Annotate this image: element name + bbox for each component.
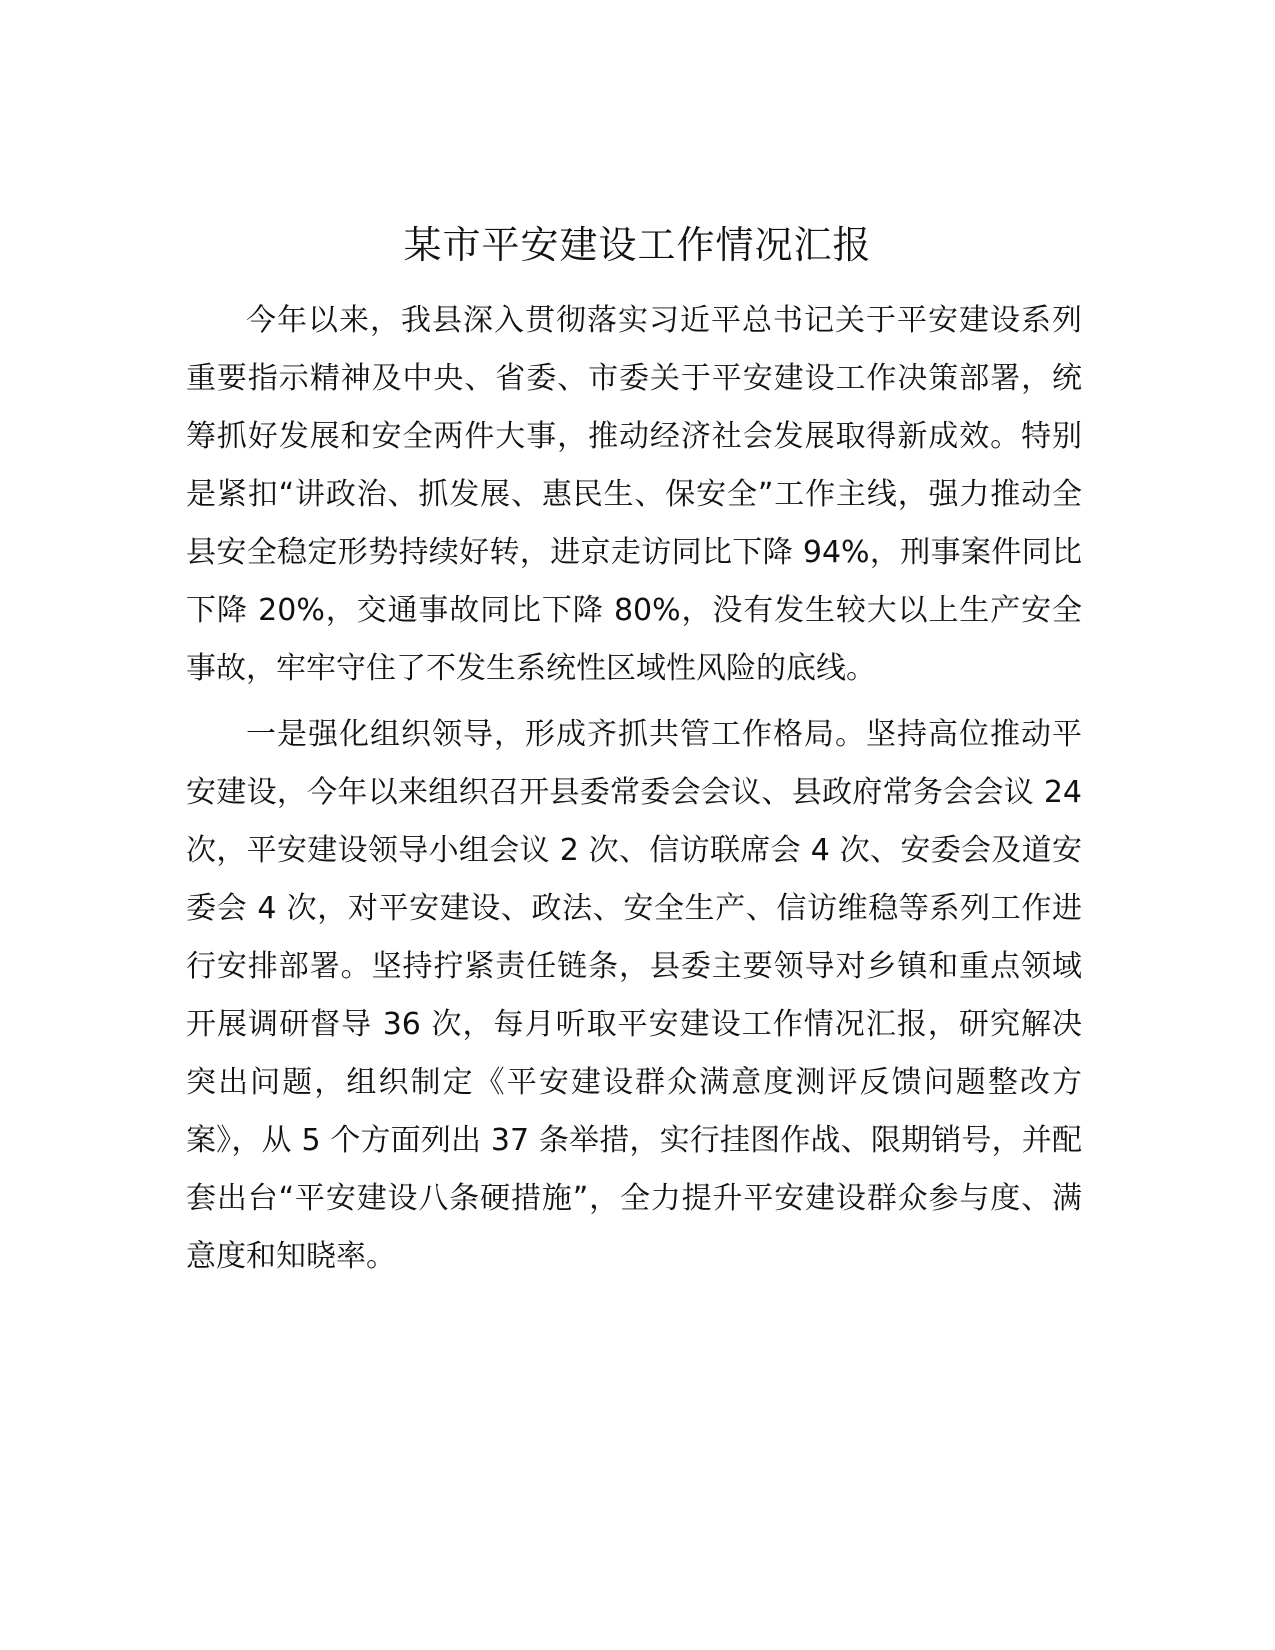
paragraph-intro: 今年以来，我县深入贯彻落实习近平总书记关于平安建设系列重要指示精神及中央、省委、市委关于平安建设工作决策部署，统筹抓好发展和安全两件大事，推动经济社会发展取得新成效。特别是紧扣“讲政治、抓发展、惠民生、保安全”工作主线，强力推动全县安全稳定形势持续好转，进京走访同比下降 94%，刑事案件同比下降 20%，交通事故同比下降 80%，没有发生较大以上生产安全事故，牢牢守住了不发生系统性区域性风险的底线。 (186, 303, 1082, 686)
document-body (186, 292, 1082, 1286)
document-title: 某市平安建设工作情况汇报 (403, 223, 872, 267)
paragraph-organization: 一是强化组织领导，形成齐抓共管工作格局。坚持高位推动平安建设，今年以来组织召开县委常委会会议、县政府常务会会议 24 次，平安建设领导小组会议 2 次、信访联席会 4 次、安委会及道安委会 4 次，对平安建设、政法、安全生产、信访维稳等系列工作进行安排部署。坚持拧紧责任链条，县委主要领导对乡镇和重点领域开展调研督导 36 次，每月听取平安建设工作情况汇报，研究解决突出问题，组织制定《平安建设群众满意度测评反馈问题整改方案》，从 5 个方面列出 37 条举措，实行挂图作战、限期销号，并配套出台“平安建设八条硬措施”，全力提升平安建设群众参与度、满意度和知晓率。 (186, 717, 1082, 1274)
